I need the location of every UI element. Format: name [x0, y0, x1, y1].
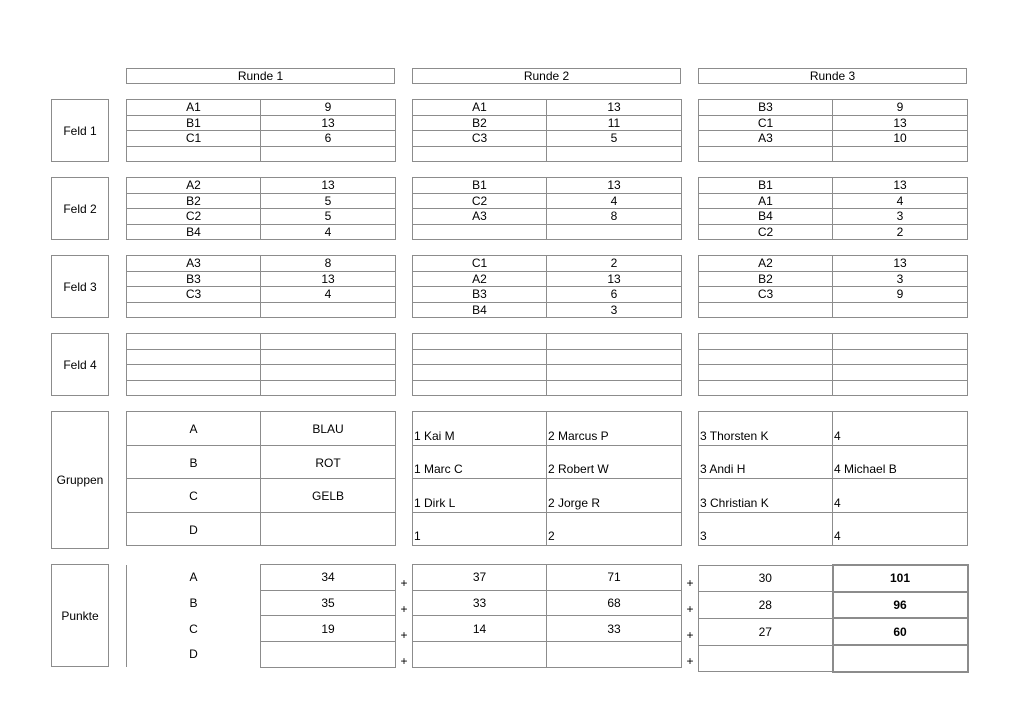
- team-cell: C2: [699, 224, 833, 240]
- team-cell: A2: [413, 271, 547, 287]
- player-1: 1 Dirk L: [413, 479, 547, 513]
- team-cell: A2: [127, 178, 261, 194]
- points-r2: 33: [413, 590, 547, 616]
- team-cell: B2: [699, 271, 833, 287]
- team-cell: C2: [413, 193, 547, 209]
- group-color: ROT: [261, 445, 396, 479]
- score-cell: 13: [261, 271, 396, 287]
- player-3: 3 Andi H: [699, 445, 833, 479]
- match-row: [413, 365, 682, 381]
- player-3: 3 Thorsten K: [699, 412, 833, 446]
- score-cell: 6: [261, 131, 396, 147]
- groups-row-b: [127, 445, 396, 479]
- groups-players-1-2-table: [412, 411, 682, 546]
- player-3: 3 Christian K: [699, 479, 833, 513]
- points-total: 101: [833, 565, 968, 592]
- player-4: 4: [833, 512, 968, 546]
- team-cell: [699, 302, 833, 318]
- team-cell: A2: [699, 256, 833, 272]
- team-cell: C1: [413, 256, 547, 272]
- team-cell: [127, 349, 261, 365]
- points-row-d: [413, 642, 682, 668]
- score-cell: 9: [833, 287, 968, 303]
- team-cell: [127, 365, 261, 381]
- points-r1: 35: [261, 590, 396, 616]
- points-subtotal: 71: [547, 565, 682, 591]
- points-subtotal: 33: [547, 616, 682, 642]
- points-total: [833, 645, 968, 672]
- score-cell: 4: [261, 287, 396, 303]
- group-color: GELB: [261, 479, 396, 513]
- match-row: [699, 365, 968, 381]
- group-name: B: [127, 445, 261, 479]
- match-row: [699, 287, 968, 303]
- score-cell: [833, 334, 968, 350]
- field-3-round-3-table: [698, 255, 968, 318]
- points-row-a: [127, 565, 396, 591]
- score-cell: [833, 349, 968, 365]
- points-group: D: [127, 642, 261, 668]
- team-cell: [127, 334, 261, 350]
- score-cell: [833, 302, 968, 318]
- points-round2-table: [412, 564, 682, 668]
- score-cell: 9: [833, 100, 968, 116]
- player-2: 2 Marcus P: [547, 412, 682, 446]
- team-cell: A3: [127, 256, 261, 272]
- score-cell: 4: [547, 193, 682, 209]
- team-cell: C1: [699, 115, 833, 131]
- score-cell: [547, 365, 682, 381]
- points-r1: 34: [261, 565, 396, 591]
- score-cell: [547, 146, 682, 162]
- points-r3: 27: [699, 618, 833, 645]
- score-cell: 13: [833, 256, 968, 272]
- points-r3: 30: [699, 565, 833, 592]
- points-group: A: [127, 565, 261, 591]
- team-cell: [127, 146, 261, 162]
- match-row: [699, 193, 968, 209]
- match-row: [413, 224, 682, 240]
- score-cell: 2: [833, 224, 968, 240]
- score-cell: [261, 302, 396, 318]
- match-row: [127, 302, 396, 318]
- score-cell: 6: [547, 287, 682, 303]
- players-row-b: [413, 445, 682, 479]
- groups-row-d: [127, 512, 396, 546]
- round-header-1: Runde 1: [126, 68, 395, 84]
- player-4: 4: [833, 412, 968, 446]
- score-cell: [261, 334, 396, 350]
- players-row-d: [699, 512, 968, 546]
- match-row: [413, 256, 682, 272]
- score-cell: 4: [833, 193, 968, 209]
- plus-sign: +: [686, 628, 694, 642]
- points-r2: [413, 642, 547, 668]
- players-row-a: [413, 412, 682, 446]
- match-row: [699, 256, 968, 272]
- match-row: [413, 146, 682, 162]
- round-header-2: Runde 2: [412, 68, 681, 84]
- player-1: 1 Marc C: [413, 445, 547, 479]
- player-4: 4: [833, 479, 968, 513]
- plus-sign: +: [686, 602, 694, 616]
- field-4-round-2-table: [412, 333, 682, 396]
- match-row: [413, 131, 682, 147]
- match-row: [127, 256, 396, 272]
- match-row: [699, 380, 968, 396]
- players-row-c: [699, 479, 968, 513]
- team-cell: [699, 334, 833, 350]
- plus-sign: +: [400, 602, 408, 616]
- team-cell: C2: [127, 209, 261, 225]
- match-row: [413, 209, 682, 225]
- match-row: [699, 115, 968, 131]
- score-cell: 9: [261, 100, 396, 116]
- points-r3: 28: [699, 592, 833, 619]
- player-3: 3: [699, 512, 833, 546]
- players-row-d: [413, 512, 682, 546]
- groups-players-3-4-table: [698, 411, 968, 546]
- plus-sign: +: [686, 576, 694, 590]
- players-row-a: [699, 412, 968, 446]
- field-2-round-3-table: [698, 177, 968, 240]
- points-total: 96: [833, 592, 968, 619]
- match-row: [699, 100, 968, 116]
- player-4: 4 Michael B: [833, 445, 968, 479]
- score-cell: 13: [261, 178, 396, 194]
- team-cell: B1: [413, 178, 547, 194]
- team-cell: B4: [699, 209, 833, 225]
- field-1-round-2-table: [412, 99, 682, 162]
- score-cell: [547, 224, 682, 240]
- player-2: 2 Jorge R: [547, 479, 682, 513]
- score-cell: [547, 349, 682, 365]
- match-row: [699, 178, 968, 194]
- score-cell: [833, 146, 968, 162]
- field-label-4: Feld 4: [51, 333, 109, 396]
- points-group: B: [127, 590, 261, 616]
- match-row: [127, 193, 396, 209]
- team-cell: C3: [413, 131, 547, 147]
- points-subtotal: 68: [547, 590, 682, 616]
- score-cell: [261, 380, 396, 396]
- player-2: 2 Robert W: [547, 445, 682, 479]
- team-cell: [413, 380, 547, 396]
- score-cell: 3: [833, 209, 968, 225]
- score-cell: 8: [261, 256, 396, 272]
- match-row: [699, 271, 968, 287]
- team-cell: [127, 302, 261, 318]
- score-cell: 5: [547, 131, 682, 147]
- points-row-a: [413, 565, 682, 591]
- match-row: [127, 224, 396, 240]
- score-cell: [547, 334, 682, 350]
- team-cell: [413, 334, 547, 350]
- score-cell: 5: [261, 193, 396, 209]
- field-4-round-1-table: [126, 333, 396, 396]
- team-cell: [699, 380, 833, 396]
- team-cell: B4: [127, 224, 261, 240]
- score-cell: 8: [547, 209, 682, 225]
- plus-sign: +: [400, 628, 408, 642]
- match-row: [127, 349, 396, 365]
- score-cell: 3: [547, 302, 682, 318]
- match-row: [413, 380, 682, 396]
- field-3-round-1-table: [126, 255, 396, 318]
- group-name: A: [127, 412, 261, 446]
- points-group: C: [127, 616, 261, 642]
- team-cell: B2: [413, 115, 547, 131]
- match-row: [127, 209, 396, 225]
- score-cell: 5: [261, 209, 396, 225]
- players-row-c: [413, 479, 682, 513]
- field-label-3: Feld 3: [51, 255, 109, 318]
- group-color: BLAU: [261, 412, 396, 446]
- match-row: [413, 115, 682, 131]
- field-2-round-1-table: [126, 177, 396, 240]
- team-cell: [413, 224, 547, 240]
- score-cell: [261, 365, 396, 381]
- points-row-b: [127, 590, 396, 616]
- match-row: [127, 287, 396, 303]
- match-row: [699, 146, 968, 162]
- points-r1: [261, 642, 396, 668]
- plus-sign: +: [400, 576, 408, 590]
- score-cell: 2: [547, 256, 682, 272]
- team-cell: [699, 365, 833, 381]
- match-row: [127, 178, 396, 194]
- match-row: [699, 349, 968, 365]
- points-row-b: [413, 590, 682, 616]
- team-cell: C1: [127, 131, 261, 147]
- match-row: [413, 193, 682, 209]
- score-cell: 11: [547, 115, 682, 131]
- team-cell: A1: [413, 100, 547, 116]
- team-cell: B3: [413, 287, 547, 303]
- team-cell: B3: [699, 100, 833, 116]
- field-3-round-2-table: [412, 255, 682, 318]
- match-row: [413, 178, 682, 194]
- player-2: 2: [547, 512, 682, 546]
- match-row: [699, 334, 968, 350]
- match-row: [127, 334, 396, 350]
- group-color: [261, 512, 396, 546]
- match-row: [127, 115, 396, 131]
- plus-sign: +: [686, 654, 694, 668]
- group-name: C: [127, 479, 261, 513]
- match-row: [413, 271, 682, 287]
- team-cell: B2: [127, 193, 261, 209]
- team-cell: B4: [413, 302, 547, 318]
- groups-row-c: [127, 479, 396, 513]
- match-row: [699, 302, 968, 318]
- score-cell: [547, 380, 682, 396]
- points-round3-table: [698, 564, 969, 673]
- team-cell: [413, 349, 547, 365]
- points-round1-table: [126, 564, 396, 668]
- player-1: 1: [413, 512, 547, 546]
- score-cell: 13: [261, 115, 396, 131]
- points-row-c: [127, 616, 396, 642]
- team-cell: B1: [699, 178, 833, 194]
- team-cell: C3: [699, 287, 833, 303]
- match-row: [127, 271, 396, 287]
- points-row-c: [699, 618, 968, 645]
- match-row: [413, 302, 682, 318]
- plus-sign: +: [400, 654, 408, 668]
- groups-label: Gruppen: [51, 411, 109, 549]
- field-1-round-3-table: [698, 99, 968, 162]
- match-row: [413, 287, 682, 303]
- match-row: [413, 349, 682, 365]
- team-cell: B1: [127, 115, 261, 131]
- field-label-1: Feld 1: [51, 99, 109, 162]
- field-label-2: Feld 2: [51, 177, 109, 240]
- score-cell: 13: [833, 178, 968, 194]
- match-row: [127, 380, 396, 396]
- players-row-b: [699, 445, 968, 479]
- team-cell: B3: [127, 271, 261, 287]
- match-row: [699, 224, 968, 240]
- score-cell: 3: [833, 271, 968, 287]
- match-row: [127, 146, 396, 162]
- points-total: 60: [833, 618, 968, 645]
- score-cell: 10: [833, 131, 968, 147]
- team-cell: [413, 146, 547, 162]
- team-cell: A1: [699, 193, 833, 209]
- groups-color-table: [126, 411, 396, 546]
- points-row-b: [699, 592, 968, 619]
- points-row-d: [699, 645, 968, 672]
- match-row: [127, 131, 396, 147]
- match-row: [699, 209, 968, 225]
- match-row: [127, 365, 396, 381]
- points-label: Punkte: [51, 564, 109, 667]
- team-cell: A3: [413, 209, 547, 225]
- score-cell: [261, 349, 396, 365]
- player-1: 1 Kai M: [413, 412, 547, 446]
- score-cell: 13: [547, 100, 682, 116]
- groups-row-a: [127, 412, 396, 446]
- round-header-3: Runde 3: [698, 68, 967, 84]
- field-2-round-2-table: [412, 177, 682, 240]
- team-cell: A3: [699, 131, 833, 147]
- team-cell: A1: [127, 100, 261, 116]
- points-r2: 37: [413, 565, 547, 591]
- points-r2: 14: [413, 616, 547, 642]
- score-cell: [833, 365, 968, 381]
- group-name: D: [127, 512, 261, 546]
- team-cell: C3: [127, 287, 261, 303]
- score-cell: 4: [261, 224, 396, 240]
- match-row: [413, 334, 682, 350]
- points-row-a: [699, 565, 968, 592]
- team-cell: [127, 380, 261, 396]
- team-cell: [413, 365, 547, 381]
- points-subtotal: [547, 642, 682, 668]
- match-row: [413, 100, 682, 116]
- team-cell: [699, 146, 833, 162]
- points-row-d: [127, 642, 396, 668]
- points-r3: [699, 645, 833, 672]
- score-cell: [261, 146, 396, 162]
- points-r1: 19: [261, 616, 396, 642]
- match-row: [699, 131, 968, 147]
- field-1-round-1-table: [126, 99, 396, 162]
- match-row: [127, 100, 396, 116]
- score-cell: 13: [833, 115, 968, 131]
- score-cell: 13: [547, 178, 682, 194]
- team-cell: [699, 349, 833, 365]
- score-cell: [833, 380, 968, 396]
- field-4-round-3-table: [698, 333, 968, 396]
- score-cell: 13: [547, 271, 682, 287]
- points-row-c: [413, 616, 682, 642]
